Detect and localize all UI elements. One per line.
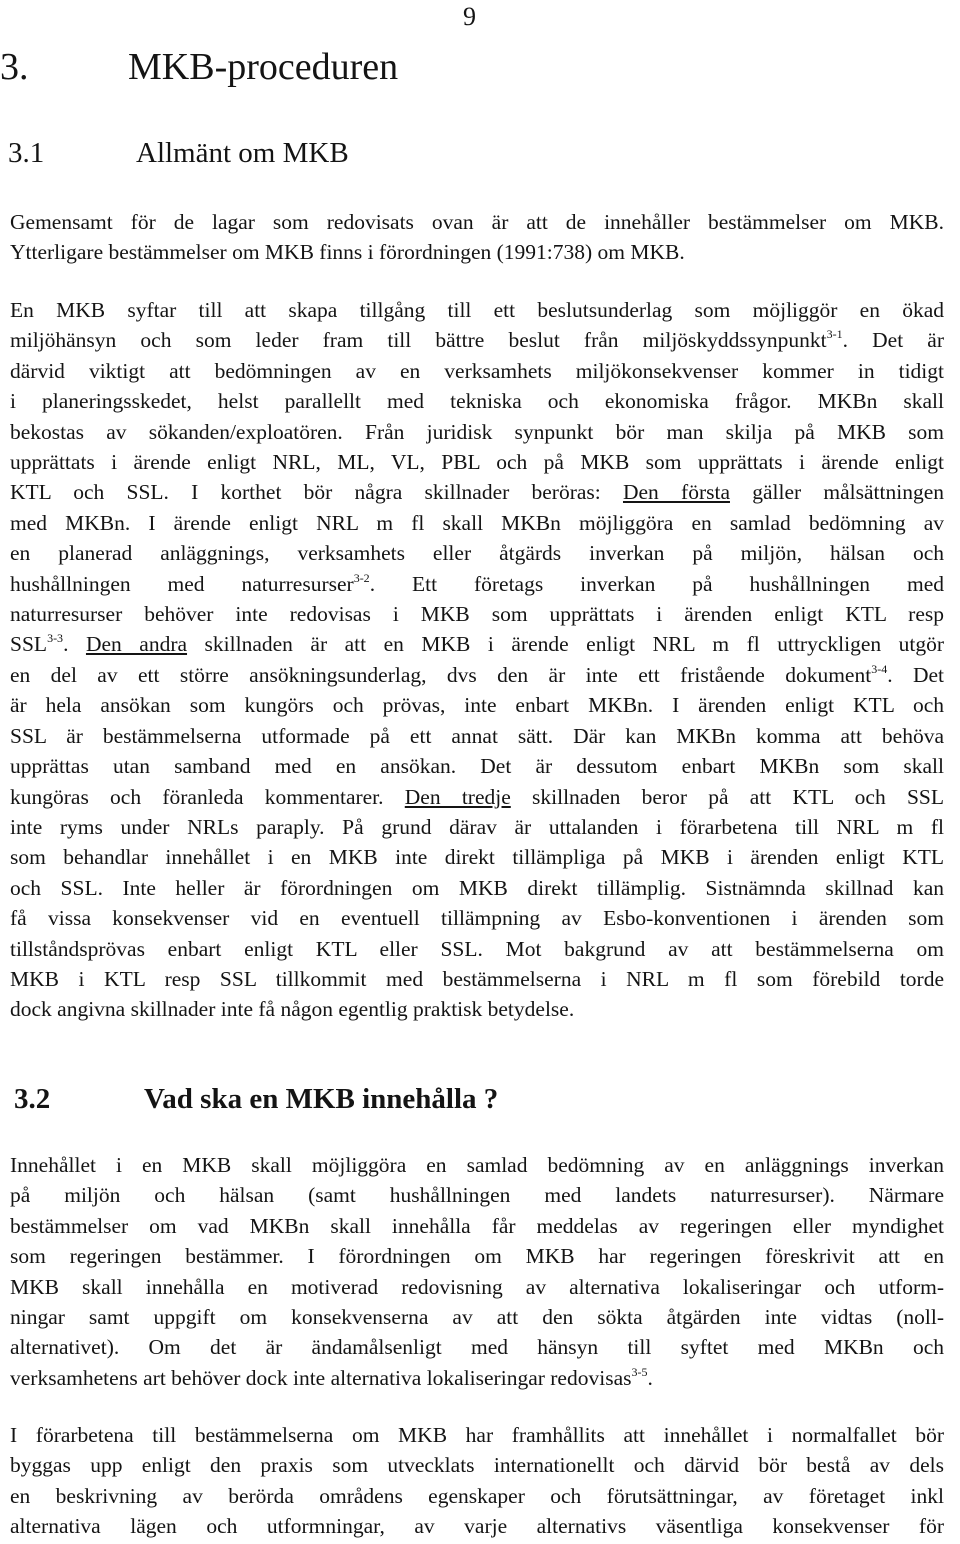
text-line: bekostas av sökanden/exploatören. Från juridisk synpunkt bör man skilja på MKB som [10, 419, 944, 444]
text-line: SSL$^{3-3}$. Den andra skillnaden är att en MKB i ärende enligt NRL m fl uttryckligen utgör [10, 631, 944, 657]
text-line: och SSL. Inte heller är förordningen om MKB direkt tillämplig. Sistnämnda skillnad kan [10, 875, 944, 900]
section-number: 3.1 [8, 137, 45, 169]
footnote-ref[interactable]: 3-3 [47, 631, 64, 646]
text-line: en del av ett större ansökningsunderlag, dvs den är inte ett fristående dokument$^{3-4}$. Det [10, 661, 944, 687]
text-line: inte ryms under NRLs paraply. På grund därav är uttalanden i förarbetena till NRL m fl [10, 814, 944, 839]
text-line: på miljön och hälsan (samt hushållningen med landets naturresurser). Närmare [10, 1183, 944, 1208]
paragraph-3 [10, 1150, 944, 1393]
text-line: med MKBn. I ärende enligt NRL m fl skall MKBn möjliggöra en samlad bedömning av [10, 510, 944, 535]
text-line: naturresurser behöver inte redovisas i MKB som upprättats i ärenden enligt KTL resp [10, 602, 944, 627]
text-line: byggas upp enligt den praxis som utvecklats internationellt och därvid bör bestå av dels [10, 1453, 944, 1478]
footnote-ref[interactable]: 3-2 [353, 570, 370, 585]
text-line: MKB i KTL resp SSL tillkommit med bestämmelserna i NRL m fl som förebild torde [10, 966, 944, 991]
text-line: alternativet). Om det är ändamålsenligt med hänsyn till syftet med MKBn och [10, 1335, 944, 1360]
text-line: Ytterligare bestämmelser om MKB finns i förordningen (1991:738) om MKB. [10, 240, 685, 265]
text-line: är hela ansökan som kungörs och prövas, inte enbart MKBn. I ärenden enligt KTL och [10, 693, 944, 718]
text-line: MKB skall innehålla en motiverad redovisning av alternativa lokaliseringar och utform- [10, 1274, 944, 1299]
text-line: SSL är bestämmelserna utformade på ett annat sätt. Där kan MKBn komma att behöva [10, 723, 944, 748]
text-line: dock angivna skillnader inte få någon egentlig praktisk betydelse. [10, 997, 575, 1022]
text-line: Innehållet i en MKB skall möjliggöra en samlad bedömning av en anläggnings inverkan [10, 1153, 944, 1177]
text-line: KTL och SSL. I korthet bör några skillnader beröras: Den första gäller målsättningen [10, 480, 944, 505]
text-line: hushållningen med naturresurser$^{3-2}$. Ett företags inverkan på hushållningen med [10, 570, 944, 596]
text-line: bestämmelser om vad MKBn skall innehålla får meddelas av regeringen eller myndighet [10, 1213, 944, 1238]
section-number: 3.2 [14, 1083, 51, 1115]
text-line: tillståndsprövas enbart enligt KTL eller SSL. Mot bakgrund av att bestämmelserna om [10, 936, 944, 961]
chapter-heading [0, 44, 398, 90]
paragraph-1 [10, 207, 944, 268]
paragraph-4 [10, 1420, 944, 1542]
text-line: därvid viktigt att bedömningen av en verksamhets miljökonsekvenser kommer in tidigt [10, 358, 944, 383]
text-line: en beskrivning av berörda områdens egenskaper och förutsättningar, av företaget inkl [10, 1483, 944, 1508]
text-line: ningar samt uppgift om konsekvenserna av att den sökta åtgärden inte vidtas (noll- [10, 1305, 944, 1330]
section-title: Vad ska en MKB innehålla ? [144, 1083, 499, 1115]
underlined-phrase: Den tredje [404, 784, 511, 809]
text-line: som regeringen bestämmer. I förordningen om MKB har regeringen föreskrivit att en [10, 1244, 944, 1269]
text-line: alternativa lägen och utformningar, av varje alternativs väsentliga konsekvenser för [10, 1514, 944, 1539]
text-line: upprättas utan samband med en ansökan. Det är dessutom enbart MKBn som skall [10, 754, 944, 779]
footnote-ref[interactable]: 3-5 [631, 1364, 648, 1379]
text-line: En MKB syftar till att skapa tillgång till ett beslutsunderlag som möjliggör en ökad [10, 298, 944, 322]
text-line: Gemensamt för de lagar som redovisats ovan är att de innehåller bestämmelser om MKB. [10, 210, 944, 234]
chapter-number: 3. [0, 46, 29, 88]
section-title: Allmänt om MKB [136, 137, 349, 169]
chapter-title: MKB-proceduren [128, 46, 399, 88]
text-line: miljöhänsyn och som leder fram till bättre beslut från miljöskyddssynpunkt$^{3-1}$. Det är [10, 327, 944, 353]
page-number: 9 [463, 2, 476, 31]
text-line: en planerad anläggnings, verksamhets eller åtgärds inverkan på miljön, hälsan och [10, 541, 944, 566]
text-line: upprättats i ärende enligt NRL, ML, VL, PBL och på MKB som upprättats i ärende enligt [10, 450, 944, 475]
text-line: i planeringsskedet, helst parallellt med tekniska och ekonomiska frågor. MKBn skall [10, 389, 944, 414]
underlined-phrase: Den andra [85, 632, 188, 657]
footnote-ref[interactable]: 3-1 [826, 327, 843, 342]
text-line: I förarbetena till bestämmelserna om MKB har framhållits att innehållet i normalfallet bör [10, 1423, 944, 1447]
section-heading-3-1 [8, 135, 349, 171]
text-line: kungöras och föranleda kommentarer. Den tredje skillnaden beror på att KTL och SSL [10, 784, 945, 809]
text-line: som behandlar innehållet i en MKB inte direkt tillämpliga på MKB i ärenden enligt KTL [10, 845, 944, 870]
footnote-ref[interactable]: 3-4 [871, 661, 888, 676]
underlined-phrase: Den första [622, 480, 730, 505]
text-line: verksamhetens art behöver dock inte alternativa lokaliseringar redovisas$^{3-5}$. [10, 1364, 653, 1390]
section-heading-3-2 [14, 1081, 498, 1117]
paragraph-2 [10, 295, 944, 1025]
text-line: få vissa konsekvenser vid en eventuell tillämpning av Esbo-konventionen i ärenden som [10, 906, 944, 931]
